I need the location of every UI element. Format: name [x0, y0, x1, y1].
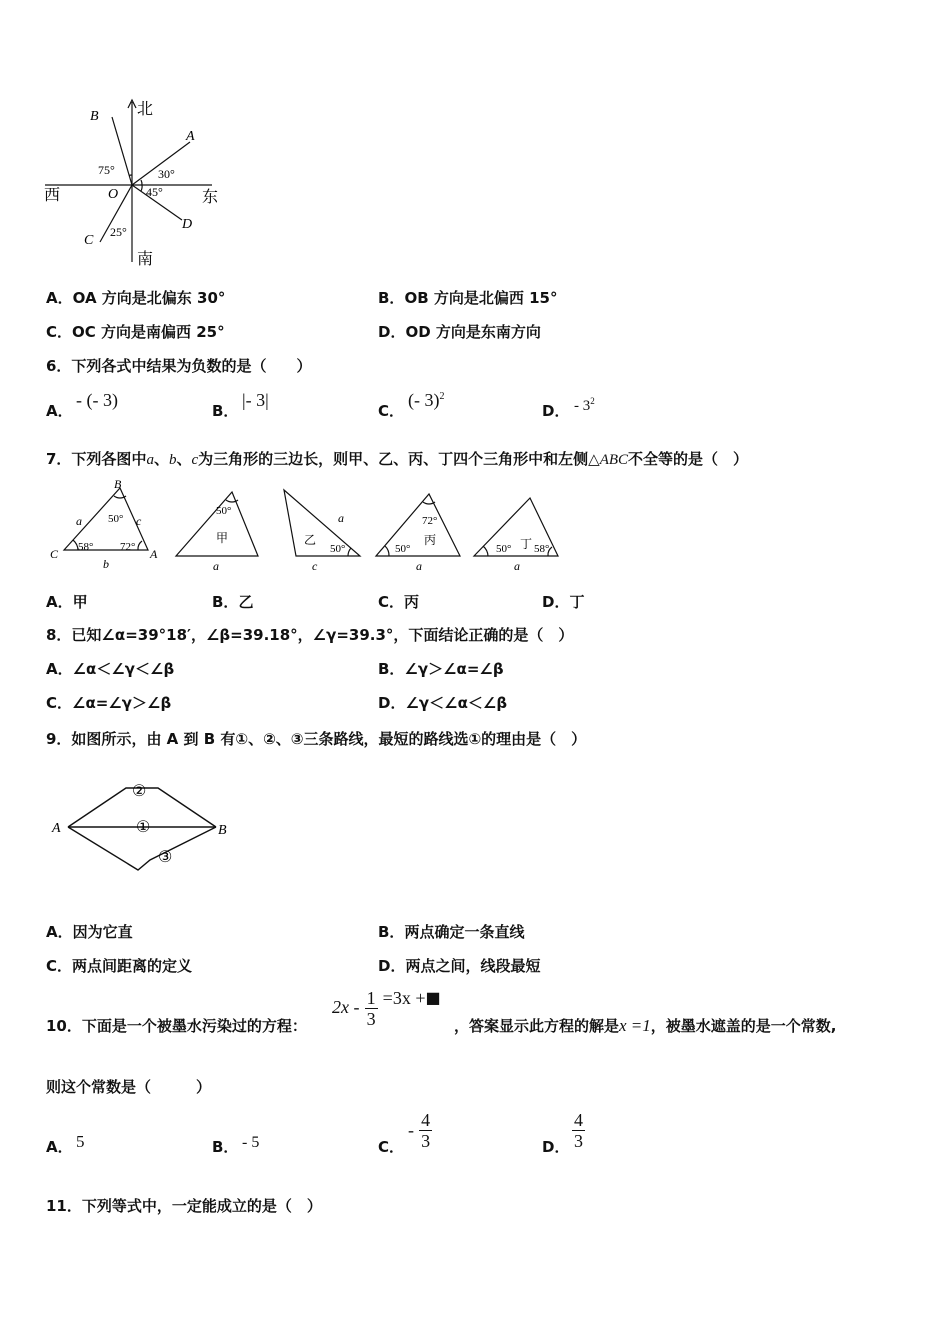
label-west: 西 [44, 187, 61, 204]
q10-equation: 2x - $\frac{1}{3}$ =3x +■ [332, 988, 441, 1029]
q8-option-d[interactable]: D．∠γ＜∠α＜∠β [378, 694, 508, 712]
q6-option-a[interactable]: A． [46, 402, 73, 420]
bing-name: 丙 [424, 533, 437, 547]
q8-option-b[interactable]: B．∠γ＞∠α=∠β [378, 660, 504, 678]
yi-name: 乙 [304, 533, 317, 547]
abc-vertex-a: A [150, 547, 158, 561]
bing-side-a: a [416, 559, 422, 573]
angle-30: 30° [158, 167, 175, 181]
q6-option-b[interactable]: B． [212, 402, 239, 420]
label-east: 东 [202, 189, 219, 206]
q9-option-c[interactable]: C．两点间距离的定义 [46, 957, 193, 975]
abc-angle-a: 72° [120, 541, 136, 553]
routes-figure [46, 772, 246, 882]
label-point-b: B [90, 109, 99, 124]
q10-expr-b: - 5 [242, 1134, 260, 1151]
q9-option-b[interactable]: B．两点确定一条直线 [378, 923, 525, 941]
q6-expr-c: (- 3)$^2$ [408, 390, 445, 410]
q5-option-b[interactable]: B．OB 方向是北偏西 15° [378, 289, 558, 307]
q6-option-c[interactable]: C． [378, 402, 405, 420]
ding-angle-right: 58° [534, 543, 550, 555]
q6-option-d[interactable]: D． [542, 402, 570, 420]
ding-name: 丁 [520, 537, 533, 551]
abc-side-c: c [136, 514, 142, 528]
point-a: A [52, 821, 61, 836]
q11-stem: 11．下列等式中，一定能成立的是（ ） [46, 1197, 322, 1215]
label-point-a: A [186, 129, 195, 144]
angle-75: 75° [98, 163, 115, 177]
q10-option-b[interactable]: B． [212, 1138, 239, 1156]
q10-expr-a: 5 [76, 1132, 85, 1151]
q8-option-a[interactable]: A．∠α＜∠γ＜∠β [46, 660, 175, 678]
triangle-bing [376, 494, 460, 556]
q6-expr-a: - (- 3) [76, 390, 118, 410]
ding-side-a: a [514, 559, 520, 573]
q10-option-a[interactable]: A． [46, 1138, 73, 1156]
abc-side-a: a [76, 514, 82, 528]
q7-option-c[interactable]: C．丙 [378, 593, 420, 611]
triangle-yi [284, 490, 360, 556]
route-label-3: ③ [158, 849, 173, 866]
q10-expr-c: - $\frac{4}{3}$ [408, 1110, 431, 1151]
yi-angle: 50° [330, 543, 346, 555]
label-point-c: C [84, 233, 94, 248]
q8-option-c[interactable]: C．∠α=∠γ＞∠β [46, 694, 172, 712]
ray-ob [112, 117, 132, 185]
q5-option-c[interactable]: C．OC 方向是南偏西 25° [46, 323, 225, 341]
q7-option-d[interactable]: D．丁 [542, 593, 585, 611]
bing-angle-left: 50° [395, 543, 411, 555]
q7-stem: 7．下列各图中a、b、c为三角形的三边长，则甲、乙、丙、丁四个三角形中和左侧△ABC不全等的是（ ） [46, 450, 749, 468]
abc-angle-b: 50° [108, 513, 124, 525]
abc-vertex-c: C [50, 547, 59, 561]
q10-stem-mid: ，答案显示此方程的解是x =1，被墨水遮盖的是一个常数, [454, 1016, 837, 1035]
q10-option-c[interactable]: C． [378, 1138, 405, 1156]
label-point-d: D [182, 217, 193, 232]
q9-option-a[interactable]: A．因为它直 [46, 923, 133, 941]
jia-angle: 50° [216, 505, 232, 517]
q6-stem: 6．下列各式中结果为负数的是（ ） [46, 357, 312, 375]
jia-name: 甲 [216, 531, 229, 545]
abc-angle-c: 58° [78, 541, 94, 553]
q7-option-b[interactable]: B．乙 [212, 593, 254, 611]
q10-expr-d: $\frac{4}{3}$ [574, 1110, 583, 1151]
abc-side-b: b [103, 557, 109, 571]
q9-option-d[interactable]: D．两点之间，线段最短 [378, 957, 541, 975]
ink-blot: ■ [425, 988, 441, 1007]
q7-option-a[interactable]: A．甲 [46, 593, 88, 611]
q8-stem: 8．已知∠α=39°18′，∠β=39.18°，∠γ=39.3°，下面结论正确的是（ ） [46, 626, 574, 644]
q10-option-d[interactable]: D． [542, 1138, 570, 1156]
q6-expr-b: |- 3| [242, 390, 269, 410]
q5-option-d[interactable]: D．OD 方向是东南方向 [378, 323, 541, 341]
point-b: B [218, 823, 227, 838]
triangle-jia [176, 492, 258, 556]
q9-stem: 9．如图所示，由 A 到 B 有①、②、③三条路线，最短的路线选①的理由是（ ） [46, 730, 587, 748]
label-south: 南 [137, 251, 154, 268]
bing-angle-top: 72° [422, 515, 438, 527]
yi-side-a: a [338, 511, 344, 525]
compass-figure [40, 92, 230, 272]
q10-stem-pre: 10．下面是一个被墨水污染过的方程： [46, 1017, 307, 1035]
jia-side-a: a [213, 559, 219, 573]
yi-side-c: c [312, 559, 318, 573]
label-north: 北 [137, 101, 154, 118]
q5-option-a[interactable]: A．OA 方向是北偏东 30° [46, 289, 226, 307]
label-point-o: O [108, 187, 119, 202]
angle-45: 45° [146, 185, 163, 199]
route-label-1: ① [136, 819, 151, 836]
q7-triangles-figure [46, 478, 576, 574]
q6-expr-d: - $3^2$ [574, 396, 595, 414]
angle-25: 25° [110, 225, 127, 239]
abc-vertex-b: B [114, 478, 122, 491]
ding-angle-left: 50° [496, 543, 512, 555]
q10-stem-line2: 则这个常数是（ ） [46, 1078, 212, 1096]
route-label-2: ② [132, 783, 147, 800]
